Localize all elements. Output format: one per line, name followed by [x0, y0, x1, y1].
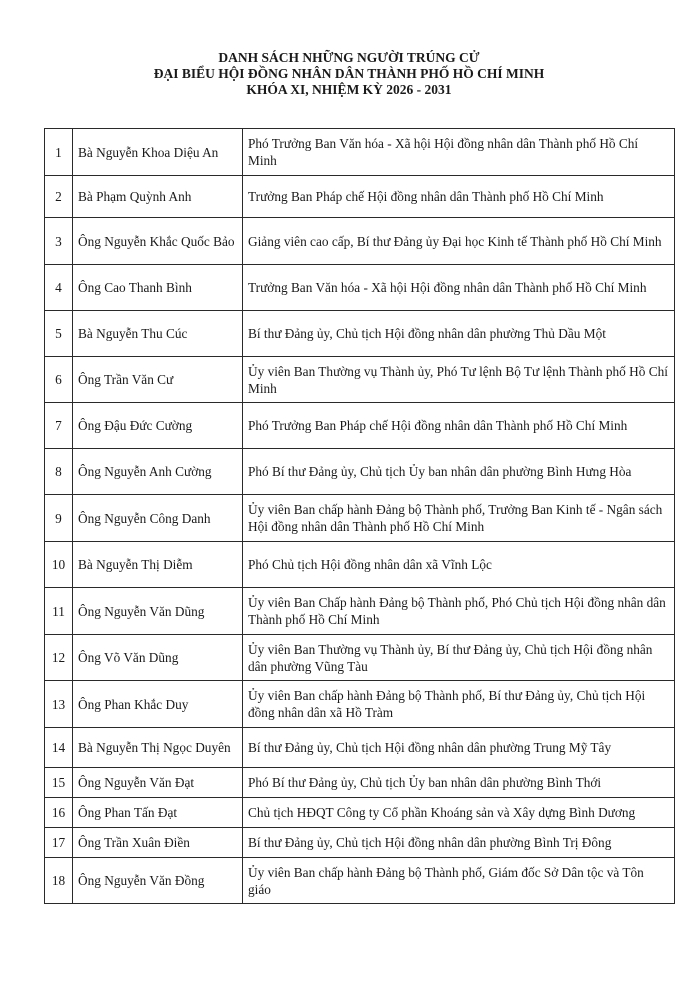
person-name: Ông Nguyễn Khắc Quốc Bảo [73, 218, 243, 265]
person-position: Giảng viên cao cấp, Bí thư Đảng ủy Đại học Kinh tế Thành phố Hồ Chí Minh [243, 218, 675, 265]
person-name: Bà Phạm Quỳnh Anh [73, 176, 243, 218]
table-row [45, 542, 675, 588]
person-name: Bà Nguyễn Thị Diễm [73, 542, 243, 588]
person-name: Bà Nguyễn Khoa Diệu An [73, 129, 243, 176]
row-number: 13 [45, 681, 73, 728]
person-position: Chủ tịch HĐQT Công ty Cổ phần Khoáng sản và Xây dựng Bình Dương [243, 798, 675, 828]
row-number: 16 [45, 798, 73, 828]
table-row [45, 588, 675, 635]
row-number: 2 [45, 176, 73, 218]
heading-line-2: ĐẠI BIỂU HỘI ĐỒNG NHÂN DÂN THÀNH PHỐ HỒ CHÍ MINH [153, 66, 545, 81]
row-number: 5 [45, 311, 73, 357]
row-number: 6 [45, 357, 73, 403]
row-number: 18 [45, 858, 73, 904]
table-row [45, 311, 675, 357]
row-number: 7 [45, 403, 73, 449]
person-position: Ủy viên Ban Thường vụ Thành ủy, Phó Tư lệnh Bộ Tư lệnh Thành phố Hồ Chí Minh [243, 357, 675, 403]
person-position: Ủy viên Ban Thường vụ Thành ủy, Bí thư Đảng ủy, Chủ tịch Hội đồng nhân dân phường Vũng Tàu [243, 635, 675, 681]
table-row [45, 728, 675, 768]
row-number: 15 [45, 768, 73, 798]
person-position: Phó Bí thư Đảng ủy, Chủ tịch Ủy ban nhân dân phường Bình Hưng Hòa [243, 449, 675, 495]
table-row [45, 495, 675, 542]
table-row [45, 403, 675, 449]
person-position: Ủy viên Ban chấp hành Đảng bộ Thành phố, Giám đốc Sở Dân tộc và Tôn giáo [243, 858, 675, 904]
person-name: Ông Nguyễn Công Danh [73, 495, 243, 542]
person-name: Ông Nguyễn Văn Dũng [73, 588, 243, 635]
row-number: 9 [45, 495, 73, 542]
person-position: Phó Trưởng Ban Văn hóa - Xã hội Hội đồng nhân dân Thành phố Hồ Chí Minh [243, 129, 675, 176]
person-name: Ông Đậu Đức Cường [73, 403, 243, 449]
row-number: 3 [45, 218, 73, 265]
table-row [45, 768, 675, 798]
row-number: 11 [45, 588, 73, 635]
person-name: Ông Phan Tấn Đạt [73, 798, 243, 828]
person-position: Phó Chủ tịch Hội đồng nhân dân xã Vĩnh Lộc [243, 542, 675, 588]
person-name: Bà Nguyễn Thị Ngọc Duyên [73, 728, 243, 768]
person-position: Phó Trưởng Ban Pháp chế Hội đồng nhân dân Thành phố Hồ Chí Minh [243, 403, 675, 449]
person-position: Ủy viên Ban chấp hành Đảng bộ Thành phố, Bí thư Đảng ủy, Chủ tịch Hội đồng nhân dân xã Hồ Tràm [243, 681, 675, 728]
row-number: 10 [45, 542, 73, 588]
row-number: 14 [45, 728, 73, 768]
person-position: Bí thư Đảng ủy, Chủ tịch Hội đồng nhân dân phường Trung Mỹ Tây [243, 728, 675, 768]
heading-line-3: KHÓA XI, NHIỆM KỲ 2026 - 2031 [246, 82, 452, 97]
person-position: Ủy viên Ban Chấp hành Đảng bộ Thành phố, Phó Chủ tịch Hội đồng nhân dân Thành phố Hồ Chí Minh [243, 588, 675, 635]
row-number: 8 [45, 449, 73, 495]
table-row [45, 635, 675, 681]
table-row [45, 357, 675, 403]
person-name: Ông Trần Văn Cư [73, 357, 243, 403]
table-row [45, 218, 675, 265]
row-number: 1 [45, 129, 73, 176]
person-name: Bà Nguyễn Thu Cúc [73, 311, 243, 357]
table-row [45, 858, 675, 904]
person-name: Ông Trần Xuân Điền [73, 828, 243, 858]
person-position: Trưởng Ban Pháp chế Hội đồng nhân dân Thành phố Hồ Chí Minh [243, 176, 675, 218]
table-row [45, 176, 675, 218]
person-position: Trưởng Ban Văn hóa - Xã hội Hội đồng nhân dân Thành phố Hồ Chí Minh [243, 265, 675, 311]
heading-line-1: DANH SÁCH NHỮNG NGƯỜI TRÚNG CỬ [218, 50, 480, 65]
person-position: Bí thư Đảng ủy, Chủ tịch Hội đồng nhân dân phường Thủ Dầu Một [243, 311, 675, 357]
person-name: Ông Võ Văn Dũng [73, 635, 243, 681]
person-name: Ông Nguyễn Văn Đồng [73, 858, 243, 904]
person-position: Ủy viên Ban chấp hành Đảng bộ Thành phố, Trưởng Ban Kinh tế - Ngân sách Hội đồng nhân dân Thành phố Hồ Chí Minh [243, 495, 675, 542]
table-row [45, 798, 675, 828]
person-name: Ông Nguyễn Anh Cường [73, 449, 243, 495]
row-number: 4 [45, 265, 73, 311]
person-position: Phó Bí thư Đảng ủy, Chủ tịch Ủy ban nhân dân phường Bình Thới [243, 768, 675, 798]
table-row [45, 681, 675, 728]
person-name: Ông Cao Thanh Bình [73, 265, 243, 311]
document-heading [0, 50, 698, 98]
person-name: Ông Phan Khắc Duy [73, 681, 243, 728]
table-row [45, 129, 675, 176]
person-position: Bí thư Đảng ủy, Chủ tịch Hội đồng nhân dân phường Bình Trị Đông [243, 828, 675, 858]
table-row [45, 828, 675, 858]
row-number: 12 [45, 635, 73, 681]
table-row [45, 265, 675, 311]
person-name: Ông Nguyễn Văn Đạt [73, 768, 243, 798]
row-number: 17 [45, 828, 73, 858]
table-row [45, 449, 675, 495]
elected-delegates-table [44, 128, 675, 904]
